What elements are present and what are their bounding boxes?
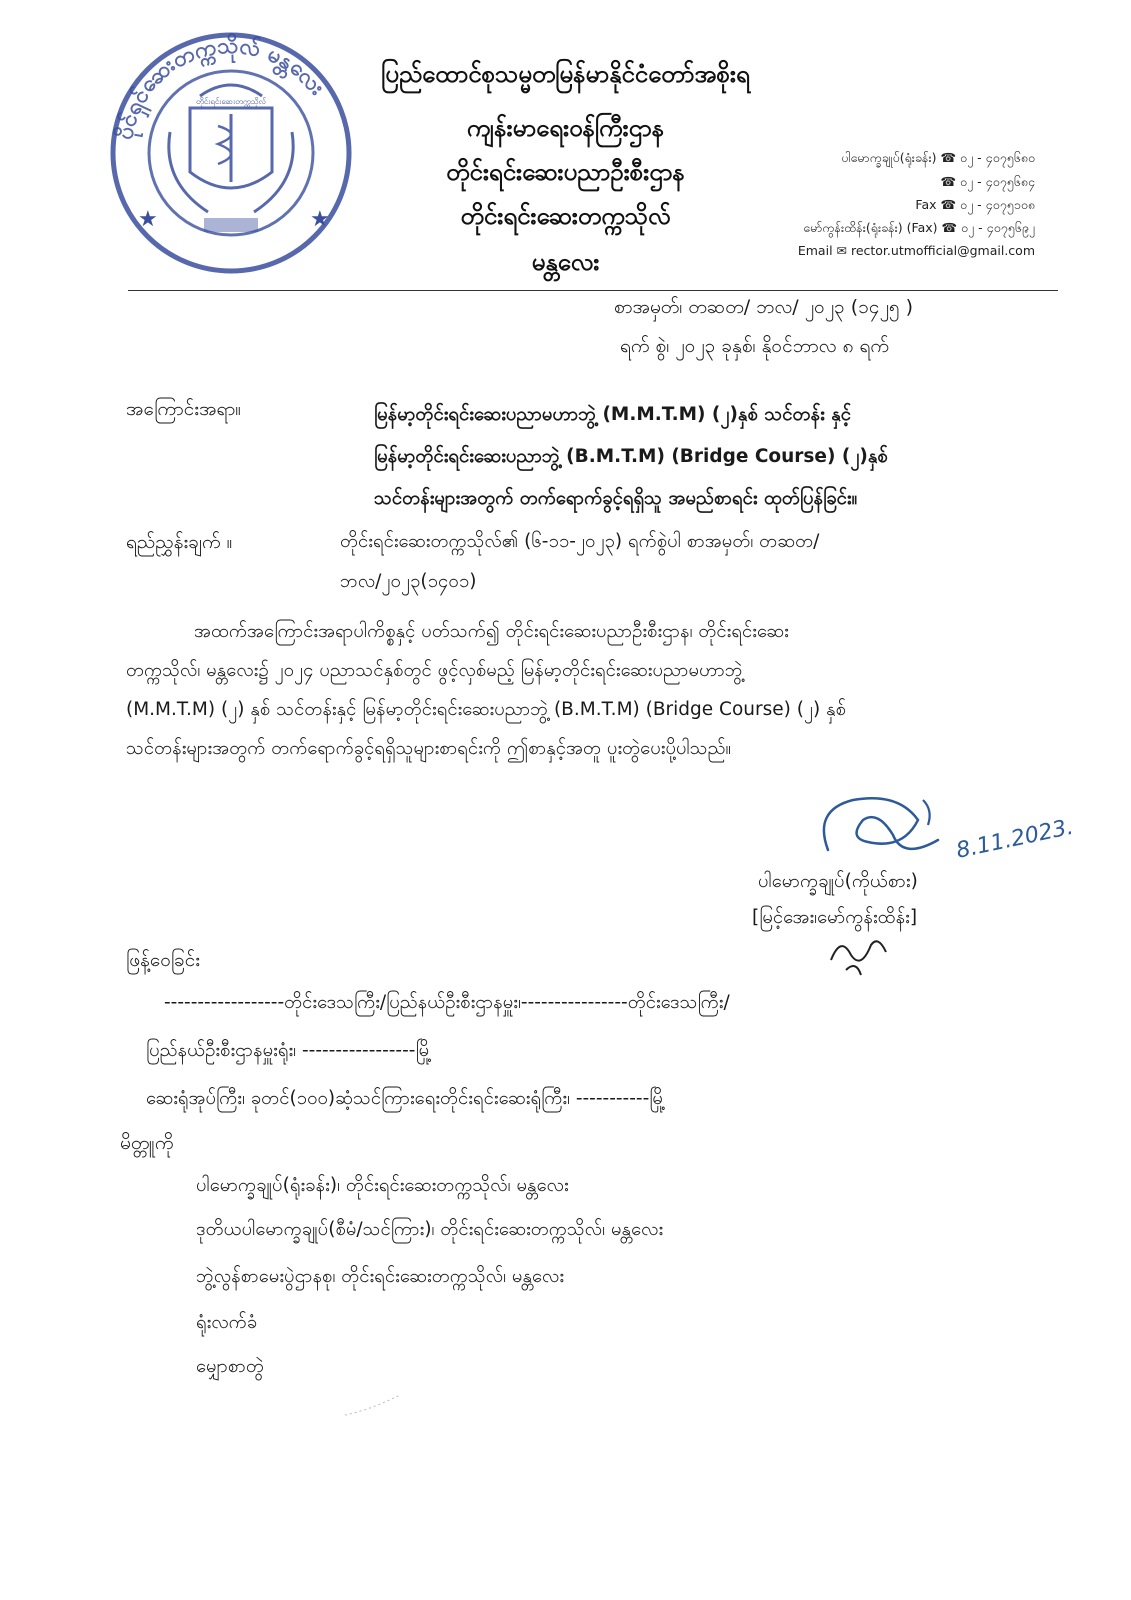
- copy-item: မျှောစာတွဲ: [196, 1356, 264, 1377]
- reference-line-2: ဘလ/၂၀၂၃(၁၄၀၁): [340, 571, 477, 592]
- contact-rector-office: ပါမောက္ခချုပ်(ရုံးခန်း) ☎ ၀၂ - ၄၀၇၅၆၈၀: [841, 150, 1035, 165]
- distribution-label: ဖြန့်ဝေခြင်း: [126, 949, 201, 971]
- body-line-2: တက္ကသိုလ်၊ မန္တလေး၌ ၂၀၂၄ ပညာသင်နှစ်တွင် ဖွင့်လှစ်မည့် မြန်မာ့တိုင်းရင်းဆေးပညာမဟာဘွဲ့: [126, 660, 743, 681]
- contact-phone: ☎ ၀၂ - ၄၀၇၅၆၈၄: [940, 174, 1035, 189]
- subject-text: [374, 394, 1054, 520]
- distribution-line-2: ပြည်နယ်ဦးစီးဌာနမှူးရုံး၊ -----------------မြို့: [146, 1040, 432, 1061]
- subject-line-2: မြန်မာ့တိုင်းရင်းဆေးပညာဘွဲ့ (B.M.T.M) (Bridge Course) (၂)နှစ်: [374, 446, 888, 467]
- body-line-4: သင်တန်းများအတွက် တက်ရောက်ခွင့်ရရှိသူများစာရင်းကို ဤစာနှင့်အတူ ပူးတွဲပေးပို့ပါသည်။: [126, 738, 732, 759]
- contact-registrar-fax: မော်ကွန်းထိန်း(ရုံးခန်း) (Fax) ☎ ၀၂ - ၄၀၇၅၆၉၂: [803, 220, 1035, 235]
- svg-text:တိုင်းရင်းဆေးတက္ကသိုလ်: တိုင်းရင်းဆေးတက္ကသိုလ်: [196, 97, 266, 106]
- department-title: တိုင်းရင်းဆေးပညာဦးစီးဌာန: [446, 158, 685, 186]
- city-title: မန္တလေး: [531, 248, 600, 276]
- subject-label: အကြောင်းအရာ။: [126, 398, 242, 420]
- distribution-line-1: ------------------တိုင်းဒေသကြီး/ပြည်နယ်ဦးစီးဌာနမှူး၊----------------တိုင်းဒေသကြီး/: [164, 992, 730, 1013]
- svg-text:8.11.2023.: 8.11.2023.: [954, 814, 1076, 864]
- initials-mark: [826, 930, 896, 980]
- svg-text:★: ★: [138, 207, 158, 232]
- copy-item: ဘွဲ့လွန်စာမေးပွဲဌာနစု၊ တိုင်းရင်းဆေးတက္ကသိုလ်၊ မန္တလေး: [196, 1266, 565, 1287]
- university-title: တိုင်းရင်းဆေးတက္ကသိုလ်: [460, 202, 671, 230]
- subject-line-3: သင်တန်းများအတွက် တက်ရောက်ခွင့်ရရှိသူ အမည်စာရင်း ထုတ်ပြန်ခြင်း။: [374, 488, 858, 509]
- contact-fax: Fax ☎ ၀၂ - ၄၀၇၅၁၀၈: [915, 197, 1035, 212]
- reference-line-1: တိုင်းရင်းဆေးတက္ကသိုလ်၏ (၆-၁၁-၂၀၂၃) ရက်စွဲပါ စာအမှတ်၊ တဆတ/: [340, 531, 820, 552]
- body-line-3: (M.M.T.M) (၂) နှစ် သင်တန်းနှင့် မြန်မာ့တိုင်းရင်းဆေးပညာဘွဲ့ (B.M.T.M) (Bridge Course) (၂) နှစ်: [126, 699, 847, 720]
- copy-item: ဒုတိယပါမောက္ခချုပ်(စီမံ/သင်ကြား)၊ တိုင်းရင်းဆေးတက္ကသိုလ်၊ မန္တလေး: [196, 1219, 664, 1240]
- contact-email: Email ✉ rector.utmofficial@gmail.com: [797, 243, 1035, 258]
- letter-date: ရက် စွဲ၊ ၂၀၂၃ ခုနှစ်၊ နိုဝင်ဘာလ ၈ ရက်: [620, 335, 889, 357]
- body-paragraph: [126, 612, 1056, 768]
- letter-number: စာအမှတ်၊ တဆတ/ ဘလ/ ၂၀၂၃ (၁၄၂၅ ): [614, 296, 914, 318]
- distribution-line-3: ဆေးရုံအုပ်ကြီး၊ ခုတင်(၁၀၀)ဆံ့သင်ကြားရေးတိုင်းရင်းဆေးရုံကြီး၊ -----------မြို့: [146, 1088, 666, 1109]
- signatory-title: ပါမောက္ခချုပ်(ကိုယ်စား): [758, 871, 918, 892]
- body-line-1: အထက်အကြောင်းအရာပါကိစ္စနှင့် ပတ်သက်၍ တိုင်းရင်းဆေးပညာဦးစီးဌာန၊ တိုင်းရင်းဆေး: [194, 621, 789, 642]
- scan-artifact: [340, 1390, 410, 1420]
- ministry-title: ကျန်းမာရေးဝန်ကြီးဌာန: [466, 114, 665, 142]
- copy-item: ရုံးလက်ခံ: [196, 1312, 258, 1333]
- govt-title: ပြည်ထောင်စုသမ္မတမြန်မာနိုင်ငံတော်အစိုးရ: [381, 60, 750, 88]
- svg-text:ပိုင်ရှင်ဆေးတက္ကသိုလ် မန္တလေး: ပိုင်ရှင်ဆေးတက္ကသိုလ် မန္တလေး: [112, 33, 329, 142]
- svg-text:★: ★: [310, 207, 330, 232]
- copy-to-label: မိတ္တူကို: [120, 1132, 174, 1154]
- reference-label: ရည်ညွှန်းချက် ။: [126, 531, 233, 553]
- signatory-name: [မြင့်အေး၊မော်ကွန်းထိန်း]: [752, 907, 918, 928]
- subject-line-1: မြန်မာ့တိုင်းရင်းဆေးပညာမဟာဘွဲ့ (M.M.T.M) (၂)နှစ် သင်တန်း နှင့်: [374, 404, 852, 425]
- copy-item: ပါမောက္ခချုပ်(ရုံးခန်း)၊ တိုင်းရင်းဆေးတက္ကသိုလ်၊ မန္တလေး: [196, 1175, 569, 1196]
- header-divider: [128, 290, 1058, 291]
